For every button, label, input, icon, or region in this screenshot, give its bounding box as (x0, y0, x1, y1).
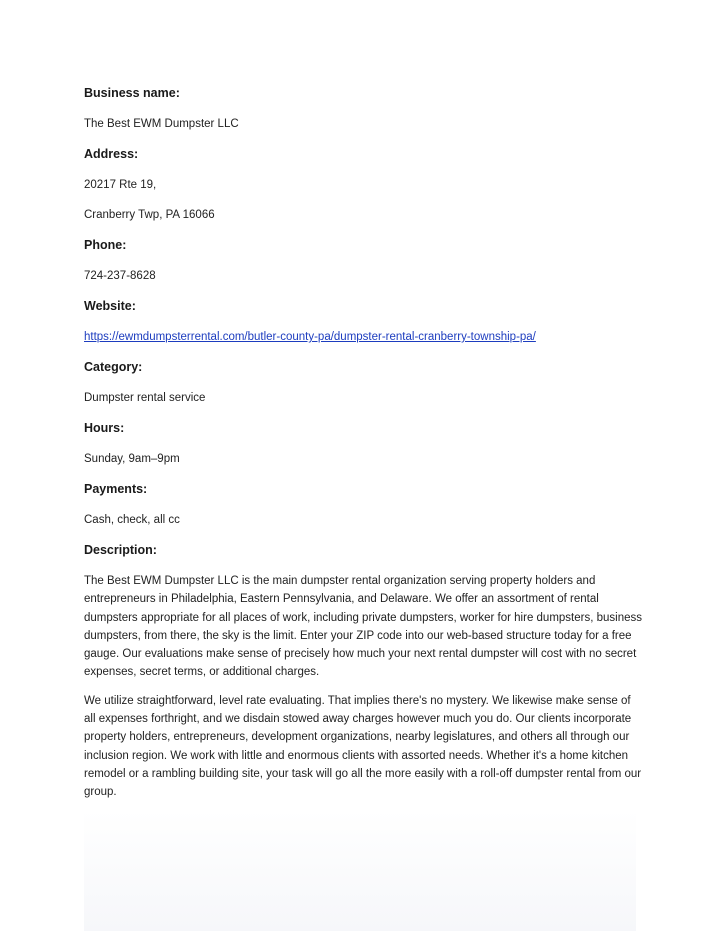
address-label: Address: (84, 147, 139, 161)
business-name-label: Business name: (84, 86, 180, 100)
hours-label: Hours: (84, 421, 125, 435)
category-value: Dumpster rental service (84, 392, 206, 404)
description-paragraph-2: We utilize straightforward, level rate evaluating. That implies there's no mystery. We likewise make sense of all expenses forthright, and we disdain stowed away charges however much you do. Our clients incorporate property holders, entrepreneurs, development organizations, nearby legislatures, and others all through our inclusion region. We work with little and enormous clients with assorted needs. Whether it's a home kitchen remodel or a rambling building site, your task will go all the more easily with a roll-off dumpster rental from our group. (84, 694, 642, 799)
page-bottom-shading (84, 810, 636, 931)
payments-label: Payments: (84, 482, 148, 496)
website-label: Website: (84, 299, 136, 313)
hours-value: Sunday, 9am–9pm (84, 453, 180, 465)
address-line-2: Cranberry Twp, PA 16066 (84, 209, 215, 221)
document-content (84, 84, 644, 812)
business-name-value: The Best EWM Dumpster LLC (84, 118, 239, 130)
phone-label: Phone: (84, 238, 127, 252)
description-label: Description: (84, 543, 157, 557)
website-link[interactable]: https://ewmdumpsterrental.com/butler-county-pa/dumpster-rental-cranberry-township-pa/ (84, 331, 536, 343)
description-paragraph-1: The Best EWM Dumpster LLC is the main dumpster rental organization serving property holders and entrepreneurs in Philadelphia, Eastern Pennsylvania, and Delaware. We offer an assortment of rental dumpsters appropriate for all places of work, including private dumpsters, worker for hire dumpsters, business dumpsters, from there, the sky is the limit. Enter your ZIP code into our web-based structure today for a free gauge. Our evaluations make sense of precisely how much your next rental dumpster will cost with no secret expenses, secret terms, or additional charges. (84, 575, 642, 679)
address-line-1: 20217 Rte 19, (84, 179, 157, 191)
category-label: Category: (84, 360, 143, 374)
phone-value: 724-237-8628 (84, 270, 156, 282)
payments-value: Cash, check, all cc (84, 514, 180, 526)
